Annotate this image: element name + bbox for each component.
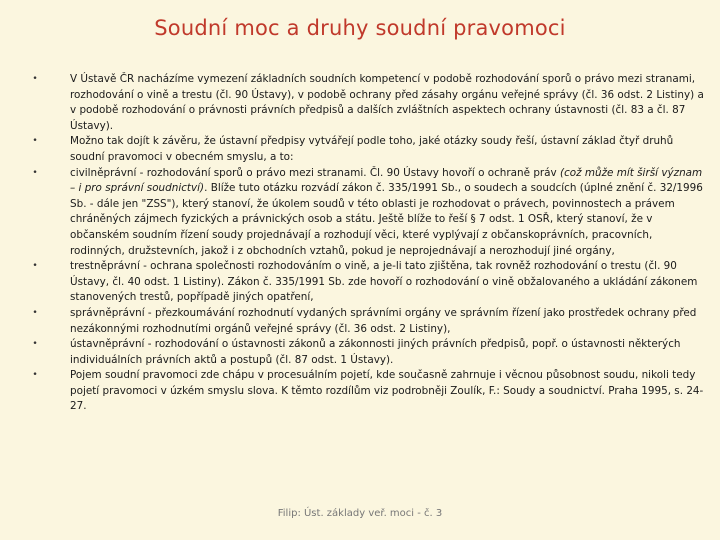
bullet-item xyxy=(30,134,706,165)
bullet-dot-icon: • xyxy=(32,167,38,178)
bullet-text-end: . Blíže tuto otázku rozvádí zákon č. 335/1991 Sb., o soudech a soudcích (úplné znění č. 32/1996 Sb. - dále jen "ZSS"), který stanoví, že úkolem soudů v této oblasti je rozhodovat o právech, povinnostech a právem chráněných zájmech fyzických a právnických osob a státu. Ještě blíže to řeší § 7 odst. 1 OSŘ, který stanoví, že v občanském soudním řízení soudy projednávají a rozhodují věci, které vyplývají z občanskoprávních, pracovních, rodinných, družstevních, jakož i z obchodních vztahů, pokud je neprojednávají a nerozhodují jiné orgány, xyxy=(70,182,703,257)
bullet-dot-icon: • xyxy=(32,74,38,84)
bullet-item xyxy=(30,368,706,415)
bullet-text: trestněprávní - ochrana společnosti rozhodováním o vině, a je-li tato zjištěna, tak rovněž rozhodování o trestu (čl. 90 Ústavy, čl. 40 odst. 1 Listiny). Zákon č. 335/1991 Sb. zde hovoří o rozhodování o vině obžalovaného a ukládání zákonem stanovených trestů, popřípadě jiných opatření, xyxy=(70,260,698,304)
bullet-text: ústavněprávní - rozhodování o ústavnosti zákonů a zákonnosti jiných právních předpisů, popř. o ústavnosti některých individuálních právních aktů a postupů (čl. 87 odst. 1 Ústavy). xyxy=(70,338,681,366)
bullet-item xyxy=(30,259,706,306)
bullet-text: V Ústavě ČR nacházíme vymezení základních soudních kompetencí v podobě rozhodování sporů o právo mezi stranami, rozhodování o vině a trestu (čl. 90 Ústavy), v podobě ochrany před zásahy orgánu veřejné správy (čl. 36 odst. 2 Listiny) a v podobě rozhodování o právnosti právních předpisů a dalších zvláštních aspektech ochrany ústavnosti (čl. 83 a čl. 87 Ústavy). xyxy=(70,73,704,132)
bullet-text: Pojem soudní pravomoci zde chápu v procesuálním pojetí, kde současně zahrnuje i věcnou působnost soudu, nikoli tedy pojetí pravomoci v úzkém smyslu slova. K těmto rozdílům viz podrobněji Zoulík, F.: Soudy a soudnictví. Praha 1995, s. 24-27. xyxy=(70,369,704,413)
bullet-item xyxy=(30,72,706,134)
bullet-item xyxy=(30,166,706,260)
bullet-item xyxy=(30,337,706,368)
bullet-dot-icon: • xyxy=(32,307,38,318)
bullet-dot-icon: • xyxy=(32,339,38,350)
bullet-text: správněprávní - přezkoumávání rozhodnutí vydaných správními orgány ve správním řízení jako prostředek ochrany před nezákonnými rozhodnutími orgánů veřejné správy (čl. 36 odst. 2 Listiny), xyxy=(70,306,697,335)
bullet-dot-icon: • xyxy=(32,261,38,272)
slide-footer: Filip: Úst. základy veř. moci - č. 3 xyxy=(277,508,443,519)
bullet-item xyxy=(30,306,706,337)
bullet-text-start: civilněprávní - rozhodování sporů o právo mezi stranami. Čl. 90 Ústavy hovoří o ochraně práv xyxy=(70,166,561,179)
bullet-text: Možno tak dojít k závěru, že ústavní předpisy vytvářejí podle toho, jaké otázky soudy řeší, ústavní základ čtyř druhů soudní pravomoci v obecném smyslu, a to: xyxy=(70,135,674,163)
bullet-dot-icon: • xyxy=(32,370,38,381)
bullet-dot-icon: • xyxy=(32,136,38,147)
bullet-text-italic: (což může mít širší význam – i pro správní soudnictví) xyxy=(70,166,703,195)
slide-title: Soudní moc a druhy soudní pravomoci xyxy=(154,16,566,40)
bullet-list xyxy=(30,72,706,415)
